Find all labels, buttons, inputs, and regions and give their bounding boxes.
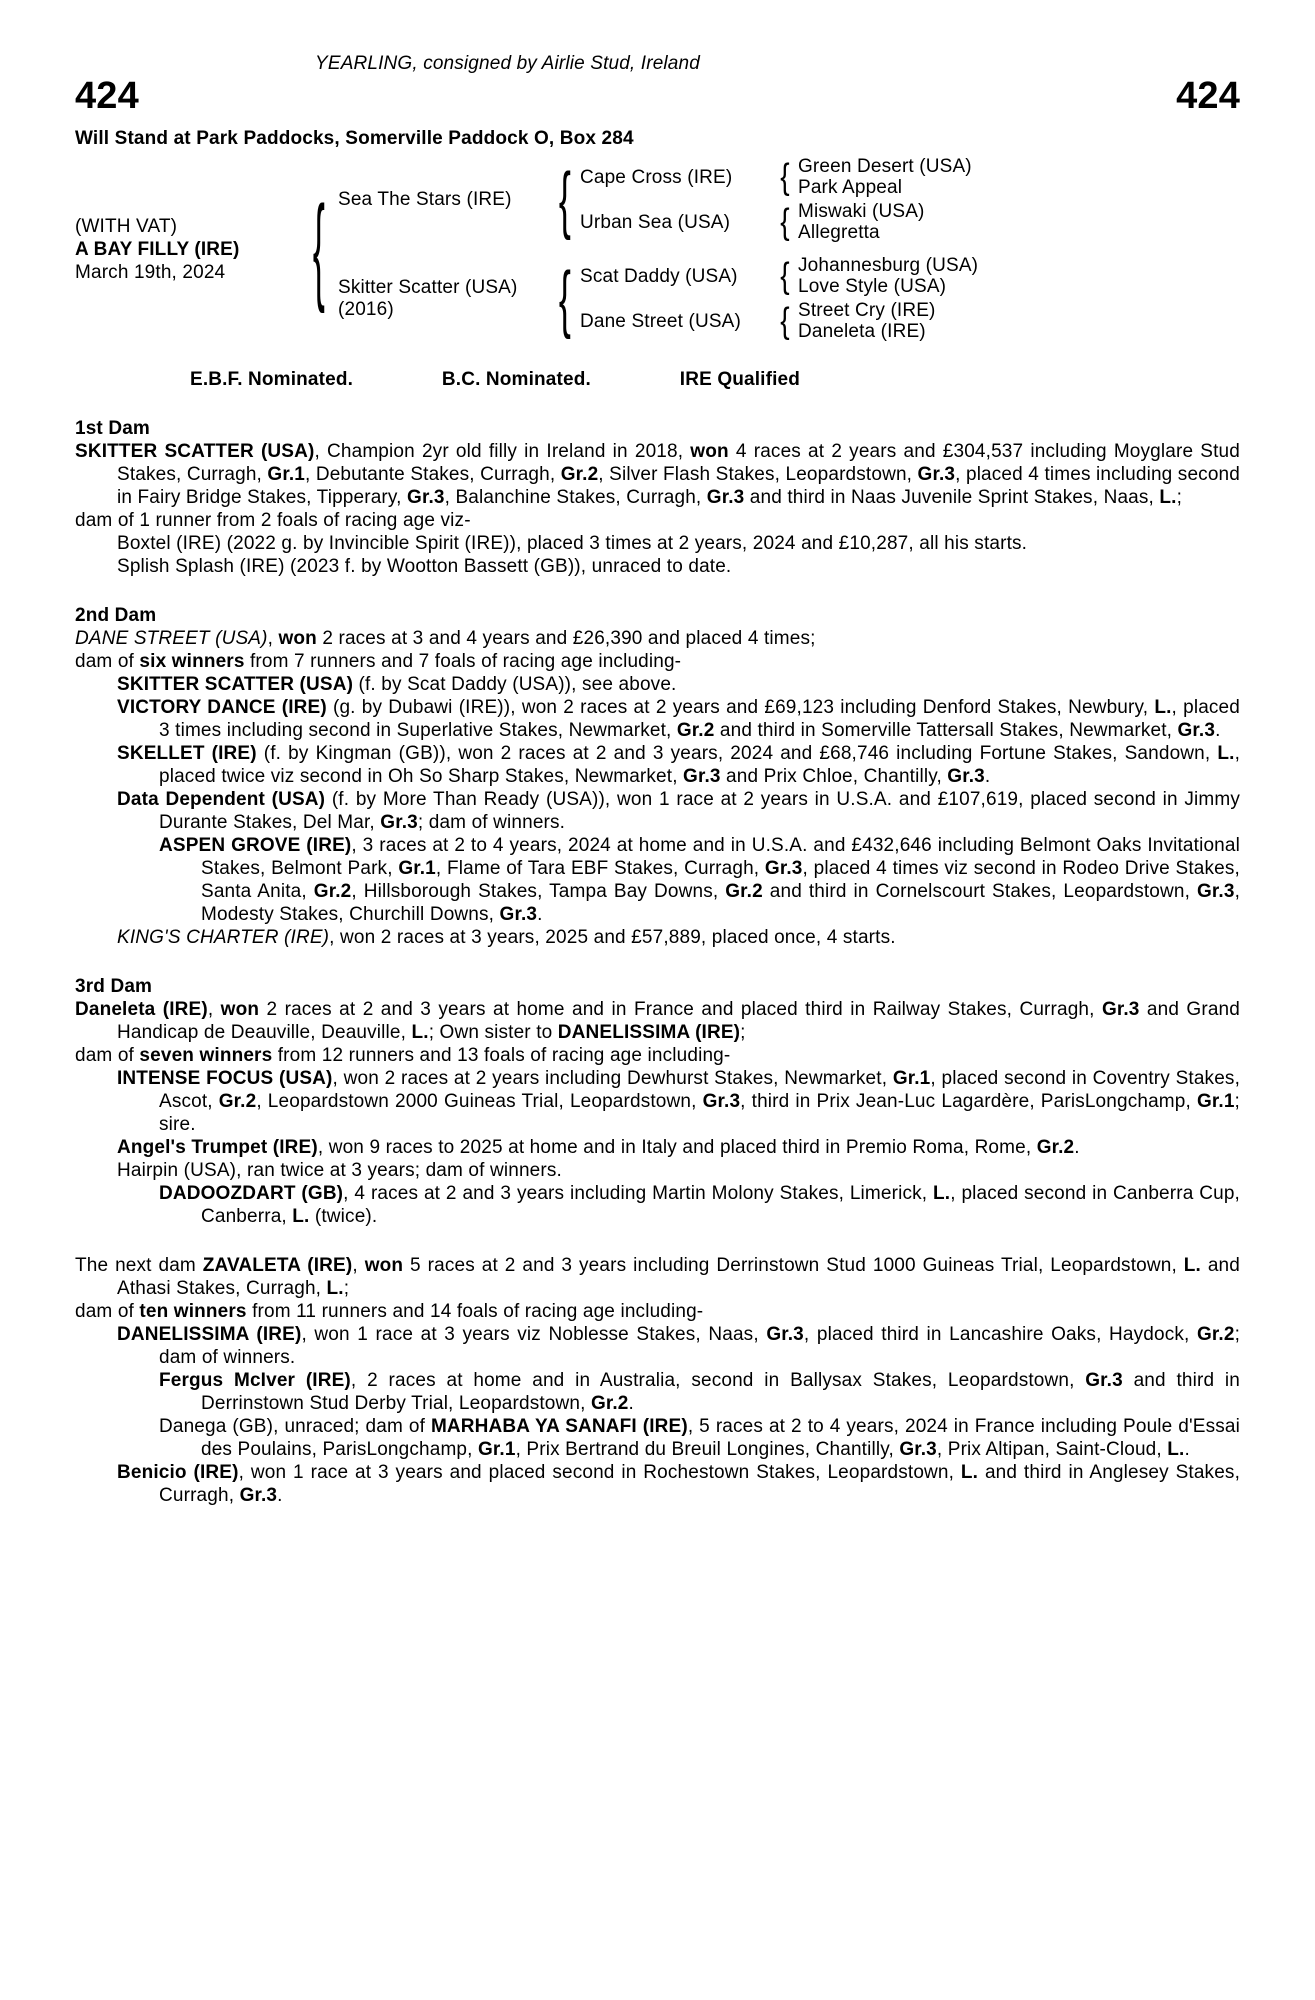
text-segment: Gr.2	[725, 881, 763, 902]
text-segment: Gr.3	[706, 487, 745, 508]
great-grandparents-pair	[798, 156, 972, 198]
text-segment: ,	[352, 1255, 365, 1276]
nomination-ire: IRE Qualified	[679, 369, 800, 390]
catalogue-paragraph	[159, 1415, 1240, 1461]
text-segment: six winners	[139, 651, 245, 672]
text-segment: Gr.3	[899, 1439, 937, 1460]
text-segment: , Balanchine Stakes, Curragh,	[444, 487, 707, 508]
great-grandparents-pair	[798, 201, 925, 243]
text-segment: VICTORY DANCE (IRE)	[117, 697, 327, 718]
pedigree-tree	[75, 156, 1240, 342]
granddam-block	[580, 300, 978, 342]
text-segment: .	[277, 1485, 283, 1506]
text-segment: DANELISSIMA (IRE)	[557, 1022, 741, 1043]
nomination-bc: B.C. Nominated.	[441, 369, 591, 390]
catalogue-paragraph	[117, 1159, 1240, 1182]
text-segment: L.	[1154, 697, 1172, 718]
text-segment: and Athasi Stakes, Curragh,	[117, 1255, 1240, 1299]
text-segment: (f. by Scat Daddy (USA)), see above.	[353, 674, 677, 695]
pedigree-sire-block	[338, 156, 978, 243]
catalogue-paragraph	[117, 742, 1240, 788]
filly-name: A BAY FILLY (IRE)	[75, 238, 240, 260]
text-segment: , placed 3 times including second in Superlative Stakes, Newmarket,	[159, 697, 1240, 741]
pedigree-text-section	[75, 604, 1240, 949]
pedigree-parents-column	[338, 156, 978, 342]
pedigree-brace: {	[312, 179, 326, 315]
grandsire-name: Cape Cross (IRE)	[580, 166, 733, 188]
pedigree-text	[75, 417, 1240, 1507]
lot-number-right: 424	[1176, 75, 1240, 117]
catalogue-paragraph	[117, 1461, 1240, 1507]
text-segment: INTENSE FOCUS (USA)	[117, 1068, 333, 1089]
filly-foaling-date: March 19th, 2024	[75, 261, 226, 283]
text-segment: Gr.3	[239, 1485, 278, 1506]
catalogue-paragraph	[117, 673, 1240, 696]
text-segment: Gr.3	[702, 1091, 741, 1112]
catalogue-paragraph	[117, 696, 1240, 742]
text-segment: , placed 4 times viz second in Rodeo Drive Stakes, Santa Anita,	[201, 858, 1240, 902]
text-segment: L.	[933, 1183, 951, 1204]
text-segment: Gr.3	[1085, 1370, 1123, 1391]
text-segment: Gr.3	[1196, 881, 1235, 902]
text-segment: L.	[1217, 743, 1235, 764]
text-segment: , Flame of Tara EBF Stakes, Curragh,	[435, 858, 765, 879]
text-segment: , 2 races at home and in Australia, second in Ballysax Stakes, Leopardstown,	[350, 1370, 1086, 1391]
text-segment: L.	[411, 1022, 429, 1043]
text-segment: Gr.1	[1196, 1091, 1235, 1112]
text-segment: , third in Prix Jean-Luc Lagardère, ParisLongchamp,	[740, 1091, 1197, 1112]
pedigree-brace: {	[558, 255, 572, 340]
text-segment: dam of	[75, 651, 140, 672]
text-segment: won	[220, 999, 260, 1020]
text-segment: 2 races at 3 and 4 years and £26,390 and placed 4 times;	[316, 628, 816, 649]
sire-name: Sea The Stars (IRE)	[338, 188, 512, 210]
text-segment: Splish Splash (IRE) (2023 f. by Wootton Bassett (GB)), unraced to date.	[117, 556, 732, 577]
pedigree-brace: {	[780, 201, 790, 242]
catalogue-paragraph	[117, 1136, 1240, 1159]
text-segment: .	[1074, 1137, 1080, 1158]
section-heading: 2nd Dam	[75, 605, 157, 626]
pedigree-brace: {	[780, 156, 790, 197]
text-segment: Gr.3	[683, 766, 721, 787]
text-segment: from 12 runners and 13 foals of racing age including-	[272, 1045, 731, 1066]
catalogue-paragraph	[75, 440, 1240, 509]
text-segment: ; Own sister to	[428, 1022, 558, 1043]
text-segment: (g. by Dubawi (IRE)), won 2 races at 2 years and £69,123 including Denford Stakes, Newbury,	[326, 697, 1155, 718]
great-grandsire-name: Miswaki (USA)	[798, 201, 925, 222]
text-segment: DANELISSIMA (IRE)	[117, 1324, 302, 1345]
nomination-ebf: E.B.F. Nominated.	[190, 369, 354, 390]
text-segment: Gr.2	[590, 1393, 629, 1414]
text-segment: and Prix Chloe, Chantilly,	[720, 766, 948, 787]
text-segment: KING'S CHARTER (IRE)	[117, 927, 330, 948]
text-segment: , Champion 2yr old filly in Ireland in 2018,	[314, 441, 691, 462]
catalogue-paragraph	[117, 1067, 1240, 1136]
text-segment: from 7 runners and 7 foals of racing age including-	[244, 651, 682, 672]
text-segment: won	[278, 628, 317, 649]
text-segment: , won 2 races at 2 years including Dewhurst Stakes, Newmarket,	[332, 1068, 893, 1089]
great-granddam-name: Allegretta	[798, 222, 880, 243]
text-segment: Hairpin (USA), ran twice at 3 years; dam of winners.	[117, 1160, 562, 1181]
text-segment: 4 races at 2 years and £304,537 including Moyglare Stud Stakes, Curragh,	[117, 441, 1240, 485]
text-segment: Gr.1	[478, 1439, 516, 1460]
catalogue-paragraph	[75, 1254, 1240, 1300]
pedigree-subject	[75, 215, 300, 284]
text-segment: 2 races at 2 and 3 years at home and in France and placed third in Railway Stakes, Curragh,	[259, 999, 1102, 1020]
text-segment: , 3 races at 2 to 4 years, 2024 at home and in U.S.A. and £432,646 including Belmont Oaks Invitational Stakes, Belmont Park,	[201, 835, 1240, 879]
text-segment: and third in Derrinstown Stud Derby Trial, Leopardstown,	[201, 1370, 1240, 1414]
text-segment: L.	[960, 1462, 979, 1483]
text-segment: , Leopardstown 2000 Guineas Trial, Leopardstown,	[256, 1091, 703, 1112]
text-segment: SKITTER SCATTER (USA)	[75, 441, 315, 462]
text-segment: , Prix Altipan, Saint-Cloud,	[936, 1439, 1168, 1460]
dam-name	[338, 277, 550, 321]
text-segment: Gr.1	[398, 858, 436, 879]
text-segment: and third in Anglesey Stakes, Curragh,	[159, 1462, 1241, 1506]
text-segment: Gr.3	[499, 904, 538, 925]
text-segment: Fergus McIver (IRE)	[159, 1370, 351, 1391]
text-segment: .	[628, 1393, 634, 1414]
text-segment: SKELLET (IRE)	[117, 743, 257, 764]
text-segment: ; dam of winners.	[159, 1324, 1240, 1368]
text-segment: DADOOZDART (GB)	[159, 1183, 344, 1204]
vat-note: (WITH VAT)	[75, 215, 178, 237]
text-segment: and third in Somerville Tattersall Stakes, Newmarket,	[714, 720, 1178, 741]
text-segment: ten winners	[139, 1301, 247, 1322]
stand-location-line: Will Stand at Park Paddocks, Somerville Paddock O, Box 284	[75, 128, 634, 149]
text-segment: , placed twice viz second in Oh So Sharp Stakes, Newmarket,	[159, 743, 1240, 787]
text-segment: ;	[1176, 487, 1183, 508]
catalogue-paragraph	[75, 998, 1240, 1044]
text-segment: The next dam	[75, 1255, 203, 1276]
text-segment: , Hillsborough Stakes, Tampa Bay Downs,	[351, 881, 726, 902]
text-segment: seven winners	[139, 1045, 273, 1066]
great-granddam-name: Daneleta (IRE)	[798, 321, 926, 342]
great-grandsire-name: Street Cry (IRE)	[798, 300, 936, 321]
text-segment: ,	[267, 628, 279, 649]
consignor-line: YEARLING, consigned by Airlie Stud, Ireland	[315, 53, 700, 74]
text-segment: ASPEN GROVE (IRE)	[159, 835, 352, 856]
granddam-block	[580, 201, 972, 243]
text-segment: Gr.3	[1177, 720, 1216, 741]
text-segment: .	[1184, 1439, 1190, 1460]
text-segment: Gr.1	[892, 1068, 931, 1089]
catalogue-paragraph	[75, 1044, 1240, 1067]
text-segment: Benicio (IRE)	[117, 1462, 239, 1483]
text-segment: (f. by Kingman (GB)), won 2 races at 2 and 3 years, 2024 and £68,746 including Fortune Stakes, Sandown,	[256, 743, 1218, 764]
catalogue-paragraph	[159, 834, 1240, 926]
dam-name-line: Skitter Scatter (USA)	[338, 276, 518, 298]
text-segment: , Prix Bertrand du Breuil Longines, Chantilly,	[515, 1439, 900, 1460]
text-segment: , won 9 races to 2025 at home and in Italy and placed third in Premio Roma, Rome,	[317, 1137, 1037, 1158]
text-segment: ; sire.	[159, 1091, 1240, 1135]
pedigree-text-section	[75, 417, 1240, 578]
text-segment: from 11 runners and 14 foals of racing age including-	[246, 1301, 704, 1322]
text-segment: L.	[292, 1206, 310, 1227]
text-segment: MARHABA YA SANAFI (IRE)	[430, 1416, 688, 1437]
text-segment: L.	[1167, 1439, 1185, 1460]
text-segment: Gr.1	[267, 464, 305, 485]
text-segment: , 4 races at 2 and 3 years including Martin Molony Stakes, Limerick,	[343, 1183, 934, 1204]
grandsire-block	[580, 156, 972, 198]
text-segment: L.	[326, 1278, 344, 1299]
text-segment: ;	[740, 1022, 746, 1043]
text-segment: Gr.2	[560, 464, 599, 485]
text-segment: Danega (GB), unraced; dam of	[159, 1416, 431, 1437]
text-segment: ; dam of winners.	[417, 812, 566, 833]
text-segment: (f. by More Than Ready (USA)), won 1 race at 2 years in U.S.A. and £107,619, placed second in Jimmy Durante Stakes, Del Mar,	[159, 789, 1240, 833]
text-segment: and third in Naas Juvenile Sprint Stakes, Naas,	[744, 487, 1160, 508]
text-segment: , Silver Flash Stakes, Leopardstown,	[598, 464, 918, 485]
lot-number-row	[75, 77, 1240, 115]
text-segment: , won 1 race at 3 years viz Noblesse Stakes, Naas,	[301, 1324, 767, 1345]
text-segment: won	[690, 441, 729, 462]
text-segment: Angel's Trumpet (IRE)	[117, 1137, 318, 1158]
text-segment: , placed second in Canberra Cup, Canberra,	[201, 1183, 1240, 1227]
catalogue-paragraph	[117, 532, 1240, 555]
lot-number-left: 424	[75, 75, 139, 117]
text-segment: and Grand Handicap de Deauville, Deauville,	[117, 999, 1240, 1043]
nominations-row	[190, 368, 800, 391]
text-segment: Gr.3	[917, 464, 956, 485]
text-segment: and third in Cornelscourt Stakes, Leopardstown,	[762, 881, 1197, 902]
section-heading: 3rd Dam	[75, 976, 153, 997]
catalogue-paragraph	[117, 1323, 1240, 1369]
great-granddam-name: Park Appeal	[798, 177, 903, 198]
text-segment: , won 2 races at 3 years, 2025 and £57,889, placed once, 4 starts.	[329, 927, 896, 948]
text-segment: Gr.3	[764, 858, 803, 879]
pedigree-brace: {	[780, 300, 790, 341]
catalogue-paragraph	[75, 1300, 1240, 1323]
pedigree-brace: {	[780, 255, 790, 296]
text-segment: Gr.3	[407, 487, 445, 508]
granddam-name: Urban Sea (USA)	[580, 211, 731, 233]
sire-grandparents-column	[580, 156, 972, 243]
text-segment: Gr.3	[380, 812, 418, 833]
text-segment: , placed second in Coventry Stakes, Ascot,	[159, 1068, 1240, 1112]
great-grandparents-pair	[798, 300, 936, 342]
text-segment: DANE STREET (USA)	[75, 628, 268, 649]
text-segment: dam of	[75, 1301, 140, 1322]
text-segment: Gr.3	[766, 1324, 804, 1345]
dam-year: (2016)	[338, 298, 394, 320]
catalogue-paragraph	[117, 926, 1240, 949]
great-granddam-name: Love Style (USA)	[798, 276, 947, 297]
catalogue-paragraph	[75, 509, 1240, 532]
catalogue-paragraph	[159, 1369, 1240, 1415]
text-segment: (twice).	[309, 1206, 378, 1227]
text-segment: Gr.2	[313, 881, 352, 902]
catalogue-paragraph	[75, 650, 1240, 673]
text-segment: dam of	[75, 1045, 140, 1066]
text-segment: ,	[207, 999, 221, 1020]
text-segment: , won 1 race at 3 years and placed second in Rochestown Stakes, Leopardstown,	[238, 1462, 961, 1483]
text-segment: Data Dependent (USA)	[117, 789, 326, 810]
text-segment: L.	[1183, 1255, 1201, 1276]
text-segment: ZAVALETA (IRE)	[202, 1255, 353, 1276]
text-segment: .	[984, 766, 991, 787]
text-segment: Gr.2	[1036, 1137, 1075, 1158]
dam-grandparents-column	[580, 255, 978, 342]
pedigree-brace: {	[558, 156, 572, 241]
text-segment: SKITTER SCATTER (USA)	[117, 674, 354, 695]
great-grandsire-name: Green Desert (USA)	[798, 156, 972, 177]
section-heading: 1st Dam	[75, 418, 150, 439]
text-segment: dam of 1 runner from 2 foals of racing age viz-	[75, 510, 471, 531]
text-segment: Daneleta (IRE)	[75, 999, 208, 1020]
text-segment: .	[1215, 720, 1221, 741]
granddam-name: Dane Street (USA)	[580, 310, 741, 332]
text-segment: Gr.3	[1101, 999, 1140, 1020]
catalogue-paragraph	[117, 788, 1240, 834]
catalogue-paragraph	[75, 627, 1240, 650]
text-segment: L.	[1159, 487, 1177, 508]
text-segment: .	[537, 904, 543, 925]
great-grandparents-pair	[798, 255, 978, 297]
text-segment: Gr.3	[947, 766, 985, 787]
text-segment: , Modesty Stakes, Churchill Downs,	[201, 881, 1240, 925]
great-grandsire-name: Johannesburg (USA)	[798, 255, 979, 276]
text-segment: 5 races at 2 and 3 years including Derrinstown Stud 1000 Guineas Trial, Leopardstown,	[403, 1255, 1184, 1276]
text-segment: , Debutante Stakes, Curragh,	[304, 464, 561, 485]
grandsire-name: Scat Daddy (USA)	[580, 265, 738, 287]
grandsire-block	[580, 255, 978, 297]
text-segment: , placed third in Lancashire Oaks, Haydock,	[803, 1324, 1197, 1345]
catalogue-paragraph	[117, 555, 1240, 578]
text-segment: ;	[343, 1278, 350, 1299]
pedigree-text-section	[75, 975, 1240, 1228]
text-segment: , 5 races at 2 to 4 years, 2024 in France including Poule d'Essai des Poulains, ParisLongchamp,	[201, 1416, 1241, 1460]
text-segment: Gr.2	[676, 720, 715, 741]
text-segment: Boxtel (IRE) (2022 g. by Invincible Spirit (IRE)), placed 3 times at 2 years, 2024 and £10,287, all his starts.	[117, 533, 1028, 554]
catalogue-paragraph	[159, 1182, 1240, 1228]
pedigree-text-section	[75, 1254, 1240, 1507]
pedigree-dam-block	[338, 255, 978, 342]
text-segment: Gr.2	[218, 1091, 257, 1112]
text-segment: won	[364, 1255, 404, 1276]
text-segment: , placed 4 times including second in Fairy Bridge Stakes, Tipperary,	[117, 464, 1240, 508]
text-segment: Gr.2	[1196, 1324, 1235, 1345]
